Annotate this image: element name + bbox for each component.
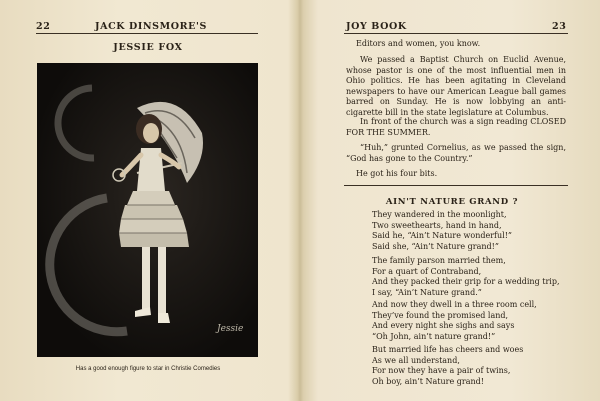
poem-line: And now they dwell in a three room cell,	[372, 300, 537, 309]
header-rule-left	[36, 33, 258, 34]
left-page	[0, 0, 296, 401]
poem-line: And every night she sighs and says	[372, 321, 515, 330]
running-head-right: JOY BOOK	[346, 21, 407, 32]
poem-stanza	[372, 345, 523, 387]
paragraph: In front of the church was a sign reading CLOSED FOR THE SUMMER.	[346, 117, 566, 137]
portrait-illustration	[37, 63, 258, 357]
poem-title: AIN'T NATURE GRAND ?	[385, 197, 519, 207]
poem-line: But married life has cheers and woes	[372, 345, 524, 354]
poem-line: They wandered in the moonlight,	[372, 210, 507, 219]
poem-line: Two sweethearts, hand in hand,	[372, 220, 502, 230]
poem-line: I say, “Ain’t Nature grand.”	[372, 287, 482, 297]
poem-line: Said she, “Ain’t Nature grand!”	[372, 241, 499, 251]
poem-line: “Oh John, ain’t nature grand!”	[372, 331, 496, 341]
portrait-photo	[37, 63, 258, 357]
paragraph: Editors and women, you know.	[356, 39, 481, 48]
poem-line: As we all understand,	[372, 355, 460, 365]
paragraph: “Huh,” grunted Cornelius, as we passed the sign, “God has gone to the Country.”	[346, 143, 566, 163]
poem-line: They’ve found the promised land,	[372, 310, 509, 320]
page-number-right: 23	[552, 21, 567, 32]
poem-line: Oh boy, ain’t Nature grand!	[372, 376, 484, 386]
photo-title: JESSIE FOX	[113, 42, 183, 53]
section-rule	[344, 185, 568, 186]
running-head-left: JACK DINSMORE'S	[95, 21, 207, 32]
poem-stanza	[372, 256, 560, 298]
header-rule-right	[344, 33, 568, 34]
photo-signature: Jessie	[217, 324, 244, 334]
poem-line: Said he, “Ain’t Nature wonderful!”	[372, 231, 513, 240]
page-number-left: 22	[36, 21, 51, 32]
paragraph: He got his four bits.	[356, 169, 438, 178]
poem-stanza	[372, 300, 537, 342]
poem-line: The family parson married them,	[372, 256, 506, 265]
poem-line: For a quart of Contraband,	[372, 266, 482, 276]
photo-caption: Has a good enough figure to star in Christie Comedies	[75, 366, 221, 372]
poem-line: For now they have a pair of twins,	[372, 366, 511, 375]
poem-stanza	[372, 210, 512, 252]
poem-line: And they packed their grip for a wedding trip,	[372, 277, 560, 286]
right-page	[304, 0, 600, 401]
paragraph: We passed a Baptist Church on Euclid Avenue, whose pastor is one of the most influential men in Ohio politics. He has been agitating in Cleveland newspapers to have our American League ball games barred on Sunday. He is now lobbying an anti-cigarette bill in the state legislature at Columbus.	[346, 55, 566, 117]
